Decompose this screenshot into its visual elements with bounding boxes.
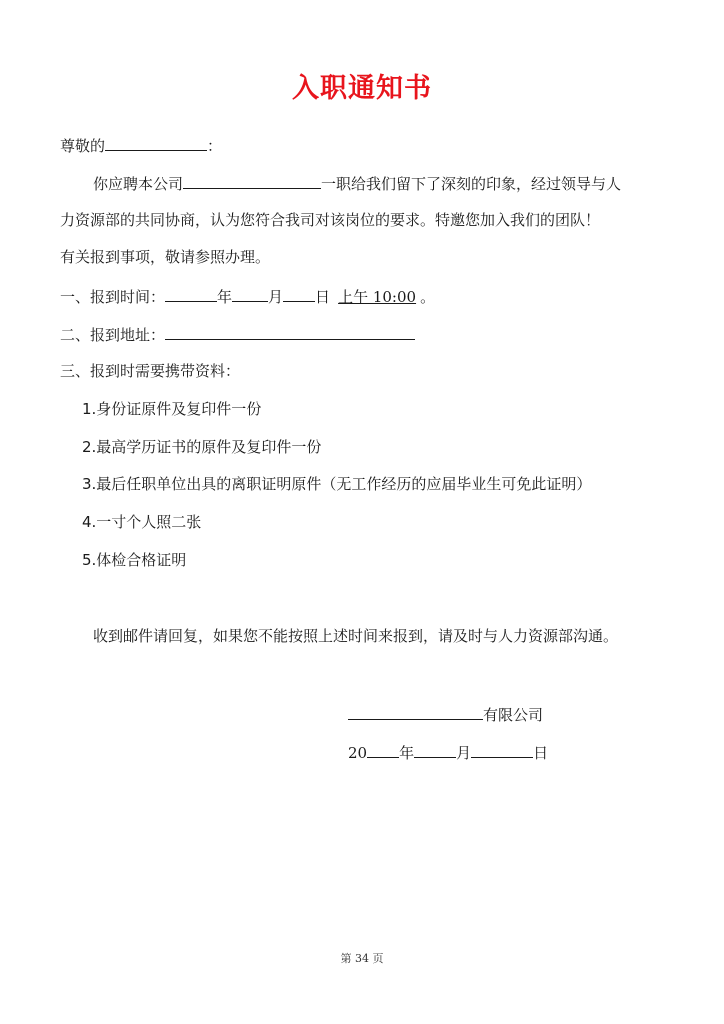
signature-year-blank[interactable] [367, 741, 399, 758]
intro-part2: 一职给我们留下了深刻的印象，经过领导与人 [321, 175, 622, 193]
intro-part1: 你应聘本公司 [93, 175, 184, 193]
report-address-blank[interactable] [165, 323, 415, 340]
report-time-value: 上午 10:00 [338, 288, 417, 306]
signature-month-unit: 月 [456, 744, 472, 762]
report-address-label: 二、报到地址： [60, 326, 166, 344]
list-item: 5.体检合格证明 [82, 551, 187, 569]
greeting-line [60, 134, 222, 156]
signature-day-blank[interactable] [471, 741, 533, 758]
company-name-blank[interactable] [348, 703, 483, 720]
page-number: 第 34 页 [340, 952, 384, 965]
intro-line-3: 有关报到事项，敬请参照办理。 [60, 248, 271, 266]
report-address-line [60, 323, 415, 345]
intro-line-1 [93, 172, 621, 194]
document-title: 入职通知书 [292, 73, 432, 104]
signature-year-unit: 年 [399, 744, 415, 762]
signature-date-prefix: 20 [348, 744, 368, 762]
recipient-name-blank[interactable] [105, 134, 207, 151]
company-suffix: 有限公司 [483, 706, 544, 724]
greeting-prefix: 尊敬的 [60, 137, 106, 155]
report-day-blank[interactable] [283, 285, 315, 302]
reply-note: 收到邮件请回复，如果您不能按照上述时间来报到，请及时与人力资源部沟通。 [93, 627, 619, 645]
intro-line-2: 力资源部的共同协商，认为您符合我司对该岗位的要求。特邀您加入我们的团队！ [60, 211, 601, 229]
report-time-end: 。 [420, 288, 436, 306]
list-item: 1.身份证原件及复印件一份 [82, 400, 262, 418]
position-blank[interactable] [183, 172, 321, 189]
report-day-unit: 日 [315, 288, 331, 306]
signature-day-unit: 日 [533, 744, 549, 762]
greeting-suffix: ： [207, 137, 223, 155]
company-signature-line [348, 703, 543, 725]
report-year-blank[interactable] [165, 285, 217, 302]
documents-heading: 三、报到时需要携带资料： [60, 362, 241, 380]
report-time-label: 一、报到时间： [60, 288, 166, 306]
report-year-unit: 年 [217, 288, 233, 306]
report-month-unit: 月 [268, 288, 284, 306]
report-time-line [60, 285, 435, 307]
list-item: 4.一寸个人照二张 [82, 513, 202, 531]
signature-date-line [348, 741, 548, 763]
list-item: 3.最后任职单位出具的离职证明原件（无工作经历的应届毕业生可免此证明） [82, 475, 592, 493]
list-item: 2.最高学历证书的原件及复印件一份 [82, 438, 322, 456]
signature-month-blank[interactable] [414, 741, 456, 758]
report-month-blank[interactable] [232, 285, 268, 302]
